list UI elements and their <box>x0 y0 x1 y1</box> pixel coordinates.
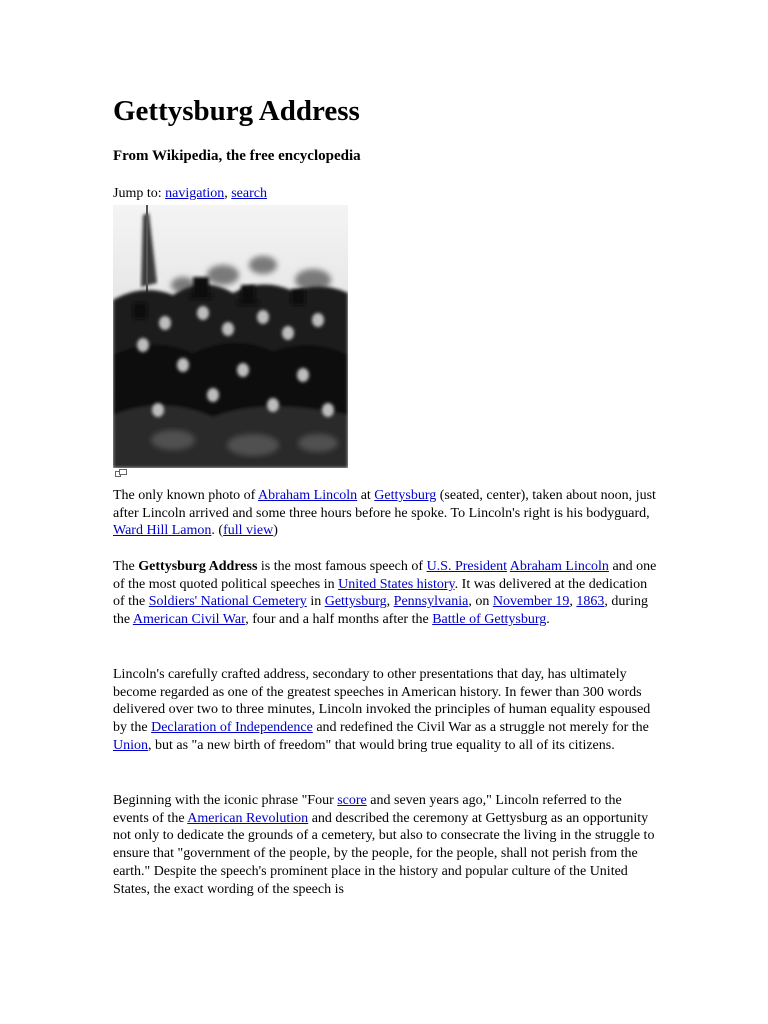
gettysburg-link[interactable]: Gettysburg <box>324 594 387 610</box>
photo-image <box>113 205 348 468</box>
jump-to-label: Jump to: <box>113 186 166 201</box>
jump-separator: , <box>224 186 232 201</box>
battle-of-gettysburg-link[interactable]: Battle of Gettysburg <box>432 612 547 628</box>
lincoln-photo[interactable] <box>113 205 348 468</box>
pennsylvania-link[interactable]: Pennsylvania <box>393 594 469 610</box>
jump-to-bar <box>113 186 267 202</box>
article-subject: Gettysburg Address <box>138 559 258 574</box>
navigation-link[interactable]: navigation <box>165 186 225 201</box>
paragraph-text: Beginning with the iconic phrase "Four <box>113 793 338 808</box>
american-civil-war-link[interactable]: American Civil War <box>132 612 246 628</box>
caption-text: ) <box>273 523 278 539</box>
paragraph-text: and redefined the Civil War as a struggle not merely for the <box>312 720 649 736</box>
abraham-lincoln-link[interactable]: Abraham Lincoln <box>258 488 358 503</box>
paragraph-text: , <box>569 594 577 610</box>
paragraph-text: . It was delivered at the dedication of the <box>113 576 648 610</box>
score-link[interactable]: score <box>337 793 367 808</box>
paragraph-text: . <box>546 612 550 628</box>
paragraph-content <box>113 792 658 898</box>
paragraph-text: , but as "a new birth of freedom" that would bring true equality to all of its citizens. <box>148 737 615 753</box>
paragraph-text: , <box>386 594 394 610</box>
paragraph-intro <box>113 558 658 629</box>
paragraph-significance <box>113 666 658 755</box>
paragraph-text: , four and a half months after the <box>245 612 433 628</box>
paragraph-text: The <box>113 559 139 574</box>
full-view-link[interactable]: full view <box>223 523 274 539</box>
paragraph-text: in <box>306 594 325 610</box>
caption-text: The only known photo of <box>113 488 259 503</box>
ward-hill-lamon-link[interactable]: Ward Hill Lamon <box>113 523 212 539</box>
enlarge-icon[interactable] <box>115 469 127 477</box>
abraham-lincoln-link[interactable]: Abraham Lincoln <box>509 559 609 574</box>
caption-text: (seated, center), taken about noon, just after Lincoln arrived and some three hours before he spoke. To Lincoln's right is his bodyguard, <box>113 488 656 521</box>
search-link[interactable]: search <box>231 186 267 201</box>
union-link[interactable]: Union <box>113 737 148 753</box>
november-19-link[interactable]: November 19 <box>492 594 570 610</box>
american-revolution-link[interactable]: American Revolution <box>187 810 309 826</box>
caption-text: at <box>357 488 375 503</box>
paragraph-text: is the most famous speech of <box>257 559 427 574</box>
paragraph-text: and described the ceremony at Gettysburg as an opportunity not only to dedicate the grounds of a cemetery, but also to consecrate the living in the struggle to ensure that "government of the people, by the people, for the people, shall not perish from the earth." Despite the speech's prominent place in the history and popular culture of the United States, the exact wording of the speech is <box>113 810 655 897</box>
united-states-history-link[interactable]: United States history <box>338 576 455 592</box>
declaration-of-independence-link[interactable]: Declaration of Independence <box>151 720 313 736</box>
soldiers-national-cemetery-link[interactable]: Soldiers' National Cemetery <box>148 594 307 610</box>
paragraph-text: , on <box>468 594 493 610</box>
site-subtitle: From Wikipedia, the free encyclopedia <box>113 148 361 164</box>
photo-caption <box>113 487 658 540</box>
us-president-link[interactable]: U.S. President <box>426 559 508 574</box>
page-title: Gettysburg Address <box>113 95 360 127</box>
caption-text: . ( <box>211 523 224 539</box>
paragraph-text: , during the <box>113 594 648 628</box>
paragraph-text: Lincoln's carefully crafted address, secondary to other presentations that day, has ultimately become regarded as one of the greatest speeches in American history. In fewer than 300 words delivered over two to three minutes, Lincoln invoked the principles of human equality espoused by the <box>113 667 651 736</box>
paragraph-text: and one of the most quoted political speeches in <box>113 559 657 592</box>
paragraph-text: and seven years ago," Lincoln referred to the events of the <box>113 793 622 826</box>
year-1863-link[interactable]: 1863 <box>576 594 605 610</box>
gettysburg-link[interactable]: Gettysburg <box>374 488 437 503</box>
